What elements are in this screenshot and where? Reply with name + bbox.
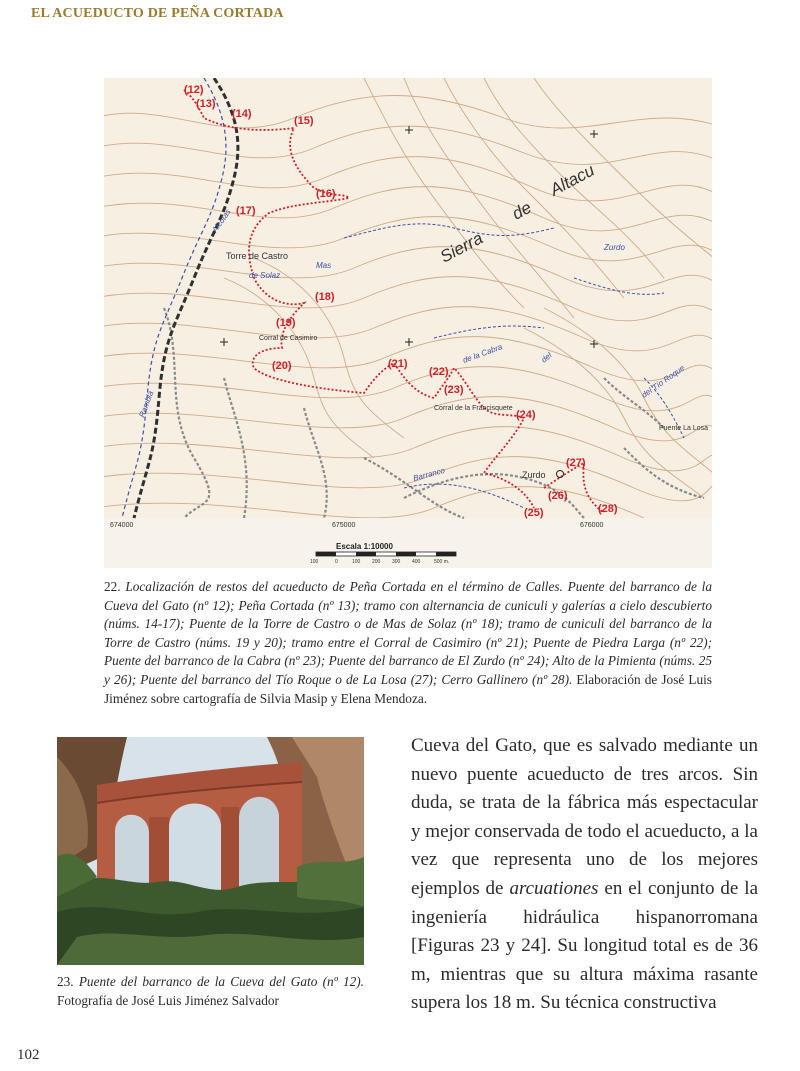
site-label: (24) — [516, 409, 536, 421]
site-label: (27) — [566, 457, 586, 469]
site-label: (16) — [316, 188, 336, 200]
place-label: de la Cabra — [461, 342, 504, 365]
place-label: Torre de Castro — [226, 251, 289, 261]
site-label: (17) — [236, 205, 256, 217]
site-label: (12) — [184, 84, 204, 96]
place-label: del — [539, 350, 554, 365]
scale-tick: 0 — [335, 559, 338, 565]
place-label: Zurdo — [522, 470, 546, 480]
place-label: Alcotas — [210, 207, 233, 235]
site-label: (18) — [315, 291, 335, 303]
scale-tick: 100 — [352, 559, 361, 565]
body-text-emphasis: arcuationes — [509, 877, 599, 899]
map-caption-description: Localización de restos del acueducto de Peña Cortada en el término de Calles. Puente del barranco de la Cueva del Gato (nº 12); Peña Cortada (nº 13); tramo con alternancia de cuniculi y galerías a cielo descubierto (núms. 14-17); Puente de la Torre de Castro o de Mas de Solaz (nº 18); tramo de cuniculi del barranco de la Torre de Castro (núms. 19 y 20); tramo entre el Corral de Casimiro (nº 21); Puente de Piedra Larga (nº 22); Puente del barranco de la Cabra (nº 23); Puente del barranco de El Zurdo (nº 24); Alto de la Pimienta (núms. 25 y 26); Puente del barranco del Tío Roque o de La Losa (27); Cerro Gallinero (nº 28). — [104, 579, 712, 687]
location-map — [104, 78, 712, 568]
map-caption-credit: Elaboración de José Luis Jiménez sobre cartografía de Silvia Masip y Elena Mendoza. — [104, 671, 712, 706]
body-paragraph — [411, 732, 758, 1018]
place-label: Barranco — [412, 465, 446, 483]
site-label: (15) — [294, 115, 314, 127]
place-label: Corral de la Francisquete — [434, 405, 513, 412]
site-label: (14) — [232, 108, 252, 120]
coord-label: 675000 — [332, 522, 356, 529]
map-caption-number: 22. — [104, 579, 121, 594]
map-caption — [104, 578, 712, 708]
site-label: (13) — [196, 98, 216, 110]
place-label: de Solaz — [249, 271, 281, 280]
aqueduct-photo — [57, 737, 364, 965]
photo-caption-number: 23. — [57, 974, 74, 989]
scale-tick: 500 m. — [434, 559, 450, 565]
scale-bar — [310, 542, 456, 565]
site-label: (22) — [429, 366, 449, 378]
coord-label: 674000 — [110, 522, 134, 529]
scale-title: Escala 1:10000 — [336, 542, 393, 551]
place-label: Mas — [316, 261, 332, 270]
place-label: Puente La Losa — [659, 425, 709, 432]
place-label: Corral de Casimiro — [259, 335, 318, 342]
photo-caption — [57, 973, 364, 1010]
scale-tick: 400 — [412, 559, 421, 565]
site-label: (28) — [598, 503, 618, 515]
site-label: (20) — [272, 360, 292, 372]
scale-tick: 300 — [392, 559, 401, 565]
photo-caption-credit: Fotografía de José Luis Jiménez Salvador — [57, 992, 279, 1008]
site-label: (23) — [444, 384, 464, 396]
site-label: (21) — [388, 358, 408, 370]
site-label: (25) — [524, 507, 544, 519]
coordinate-labels — [110, 522, 603, 529]
place-label: Sierra — [436, 228, 486, 267]
page-number: 102 — [17, 1047, 40, 1063]
site-label: (19) — [276, 317, 296, 329]
place-label: de — [508, 197, 535, 224]
place-label: del Tío Roque — [639, 363, 687, 400]
running-head: EL ACUEDUCTO DE PEÑA CORTADA — [31, 6, 284, 21]
scale-tick: 100 — [310, 559, 319, 565]
place-label: Zurdo — [604, 243, 625, 252]
site-label: (26) — [548, 490, 568, 502]
place-label: Altacu — [546, 160, 598, 200]
body-text-part-2: en el conjunto de la ingeniería hidráulica hispanorromana [Figuras 23 y 24]. Su longitud total es de 36 m, mientras que su altura máxima rasante supera los 18 m. Su técnica constructiva — [411, 877, 758, 1014]
place-label: Rambla — [137, 389, 156, 419]
coord-label: 676000 — [580, 522, 604, 529]
photo-caption-description: Puente del barranco de la Cueva del Gato (nº 12). — [78, 974, 364, 989]
body-text-part-1: Cueva del Gato, que es salvado mediante un nuevo puente acueducto de tres arcos. Sin duda, se trata de la fábrica más espectacular y mejor conservada de todo el acueducto, a la vez que representa uno de los mejores ejemplos de — [411, 735, 758, 899]
body-text — [411, 732, 758, 1018]
scale-tick: 200 — [372, 559, 381, 565]
